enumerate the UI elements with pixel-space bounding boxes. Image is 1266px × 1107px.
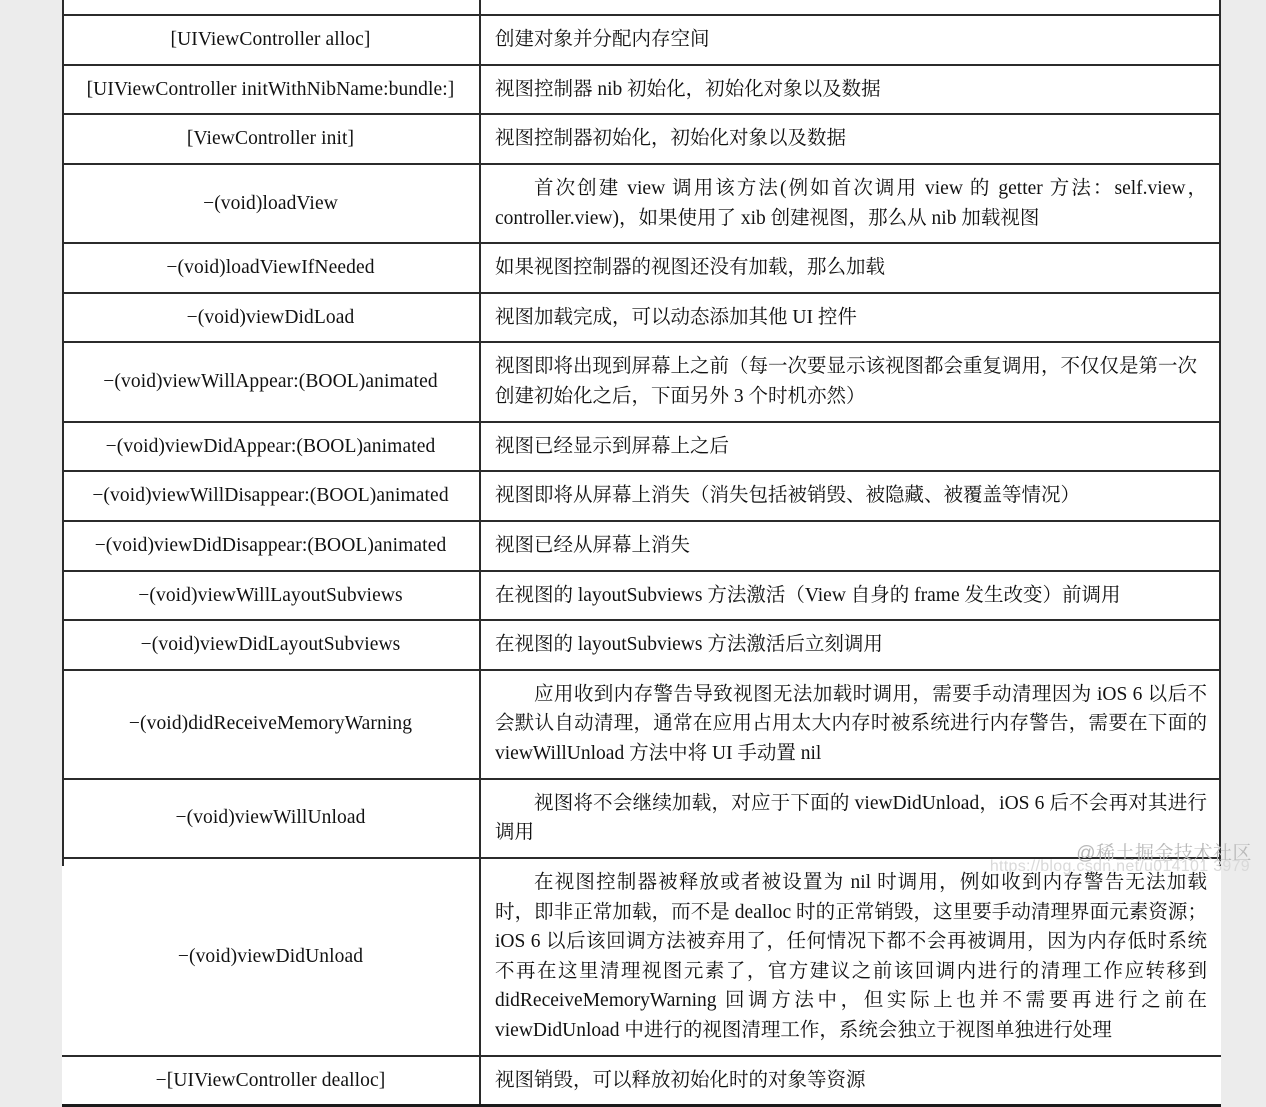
- method-cell: −(void)didReceiveMemoryWarning: [62, 670, 480, 779]
- method-cell: [UIViewController initWithNibName:bundle:]: [62, 65, 480, 115]
- description-cell: [480, 164, 1221, 243]
- method-cell: −(void)viewWillLayoutSubviews: [62, 571, 480, 621]
- description-cell: [480, 1056, 1221, 1106]
- description-text: 视图控制器 nib 初始化，初始化对象以及数据: [495, 78, 881, 100]
- method-cell: −(void)viewDidUnload: [62, 858, 480, 1056]
- description-cell: [480, 0, 1221, 15]
- table-row: [62, 1056, 1221, 1106]
- table-row: [62, 521, 1221, 571]
- table-row: [62, 571, 1221, 621]
- description-text: 视图加载完成，可以动态添加其他 UI 控件: [495, 306, 857, 328]
- description-text: 在视图的 layoutSubviews 方法激活后立刻调用: [495, 634, 883, 656]
- table-row: [62, 342, 1221, 421]
- description-text: 视图控制器初始化，初始化对象以及数据: [495, 128, 847, 150]
- watermark-brand: @稀土掘金技术社区: [1076, 843, 1252, 864]
- description-cell: [480, 65, 1221, 115]
- description-cell: [480, 293, 1221, 343]
- method-cell: −(void)loadView: [62, 164, 480, 243]
- description-text: 在视图的 layoutSubviews 方法激活（View 自身的 frame 发生改变）前调用: [495, 584, 1121, 606]
- table-row: [62, 620, 1221, 670]
- lifecycle-table: [62, 0, 1221, 1107]
- table-row: [62, 670, 1221, 779]
- method-cell: [ViewController init]: [62, 114, 480, 164]
- description-text: 首次创建 view 调用该方法(例如首次调用 view 的 getter 方法：self.view，controller.view)，如果使用了 xib 创建视图，那么从 nib 加载视图: [495, 177, 1207, 229]
- description-text: 视图已经显示到屏幕上之后: [495, 435, 730, 457]
- description-cell: [480, 571, 1221, 621]
- description-text: 如果视图控制器的视图还没有加载，那么加载: [495, 257, 886, 279]
- method-cell: −[UIViewController dealloc]: [62, 1056, 480, 1106]
- description-text: 在视图控制器被释放或者被设置为 nil 时调用，例如收到内存警告无法加载时，即非正常加载，而不是 dealloc 时的正常销毁，这里要手动清理界面元素资源；iOS 6 以后该回调方法被弃用了，任何情况下都不会再被调用，因为内存低时系统不再在这里清理视图元素了，官方建议之前该回调内进行的清理工作应转移到 didReceiveMemoryWarning 回调方法中，但实际上也并不需要再进行之前在 viewDidUnload 中进行的视图清理工作，系统会独立于视图单独进行处理: [495, 871, 1207, 1041]
- description-cell: [480, 471, 1221, 521]
- table-row: [62, 858, 1221, 1056]
- description-cell: [480, 858, 1221, 1056]
- lifecycle-table-container: [62, 0, 1221, 1107]
- method-cell: −(void)viewWillDisappear:(BOOL)animated: [62, 471, 480, 521]
- table-row-partial-top: [62, 0, 1221, 15]
- table-left-border: [62, 0, 64, 866]
- table-row: [62, 65, 1221, 115]
- description-text: 应用收到内存警告导致视图无法加载时调用，需要手动清理因为 iOS 6 以后不会默认自动清理，通常在应用占用太大内存时被系统进行内存警告，需要在下面的 viewWillUnload 方法中将 UI 手动置 nil: [495, 683, 1207, 764]
- table-right-border: [1219, 0, 1221, 866]
- table-row: [62, 114, 1221, 164]
- description-text: 视图将不会继续加载，对应于下面的 viewDidUnload，iOS 6 后不会再对其进行调用: [495, 792, 1207, 844]
- description-text: 创建对象并分配内存空间: [495, 29, 710, 50]
- description-cell: [480, 670, 1221, 779]
- method-cell: [UIViewController alloc]: [62, 15, 480, 65]
- method-cell: −(void)viewWillUnload: [62, 779, 480, 858]
- description-cell: [480, 422, 1221, 472]
- table-row: [62, 15, 1221, 65]
- method-cell: [62, 0, 480, 15]
- watermark-url: https://blog.csdn.net/u014101 3979: [989, 858, 1250, 875]
- table-body: [62, 0, 1221, 1106]
- method-cell: −(void)viewWillAppear:(BOOL)animated: [62, 342, 480, 421]
- table-row: [62, 779, 1221, 858]
- description-cell: [480, 521, 1221, 571]
- description-cell: [480, 342, 1221, 421]
- description-cell: [480, 15, 1221, 65]
- table-row: [62, 471, 1221, 521]
- description-cell: [480, 243, 1221, 293]
- table-row: [62, 293, 1221, 343]
- method-cell: −(void)viewDidLoad: [62, 293, 480, 343]
- description-cell: [480, 114, 1221, 164]
- method-cell: −(void)loadViewIfNeeded: [62, 243, 480, 293]
- description-text: 视图已经从屏幕上消失: [495, 534, 691, 556]
- description-cell: [480, 620, 1221, 670]
- method-cell: −(void)viewDidAppear:(BOOL)animated: [62, 422, 480, 472]
- description-text: 视图即将从屏幕上消失（消失包括被销毁、被隐藏、被覆盖等情况）: [495, 485, 1081, 507]
- description-text: 视图即将出现到屏幕上之前（每一次要显示该视图都会重复调用，不仅仅是第一次创建初始化之后，下面另外 3 个时机亦然）: [495, 356, 1198, 407]
- description-text: 视图销毁，可以释放初始化时的对象等资源: [495, 1069, 866, 1091]
- table-row: [62, 164, 1221, 243]
- method-cell: −(void)viewDidDisappear:(BOOL)animated: [62, 521, 480, 571]
- table-row: [62, 243, 1221, 293]
- table-row: [62, 422, 1221, 472]
- method-cell: −(void)viewDidLayoutSubviews: [62, 620, 480, 670]
